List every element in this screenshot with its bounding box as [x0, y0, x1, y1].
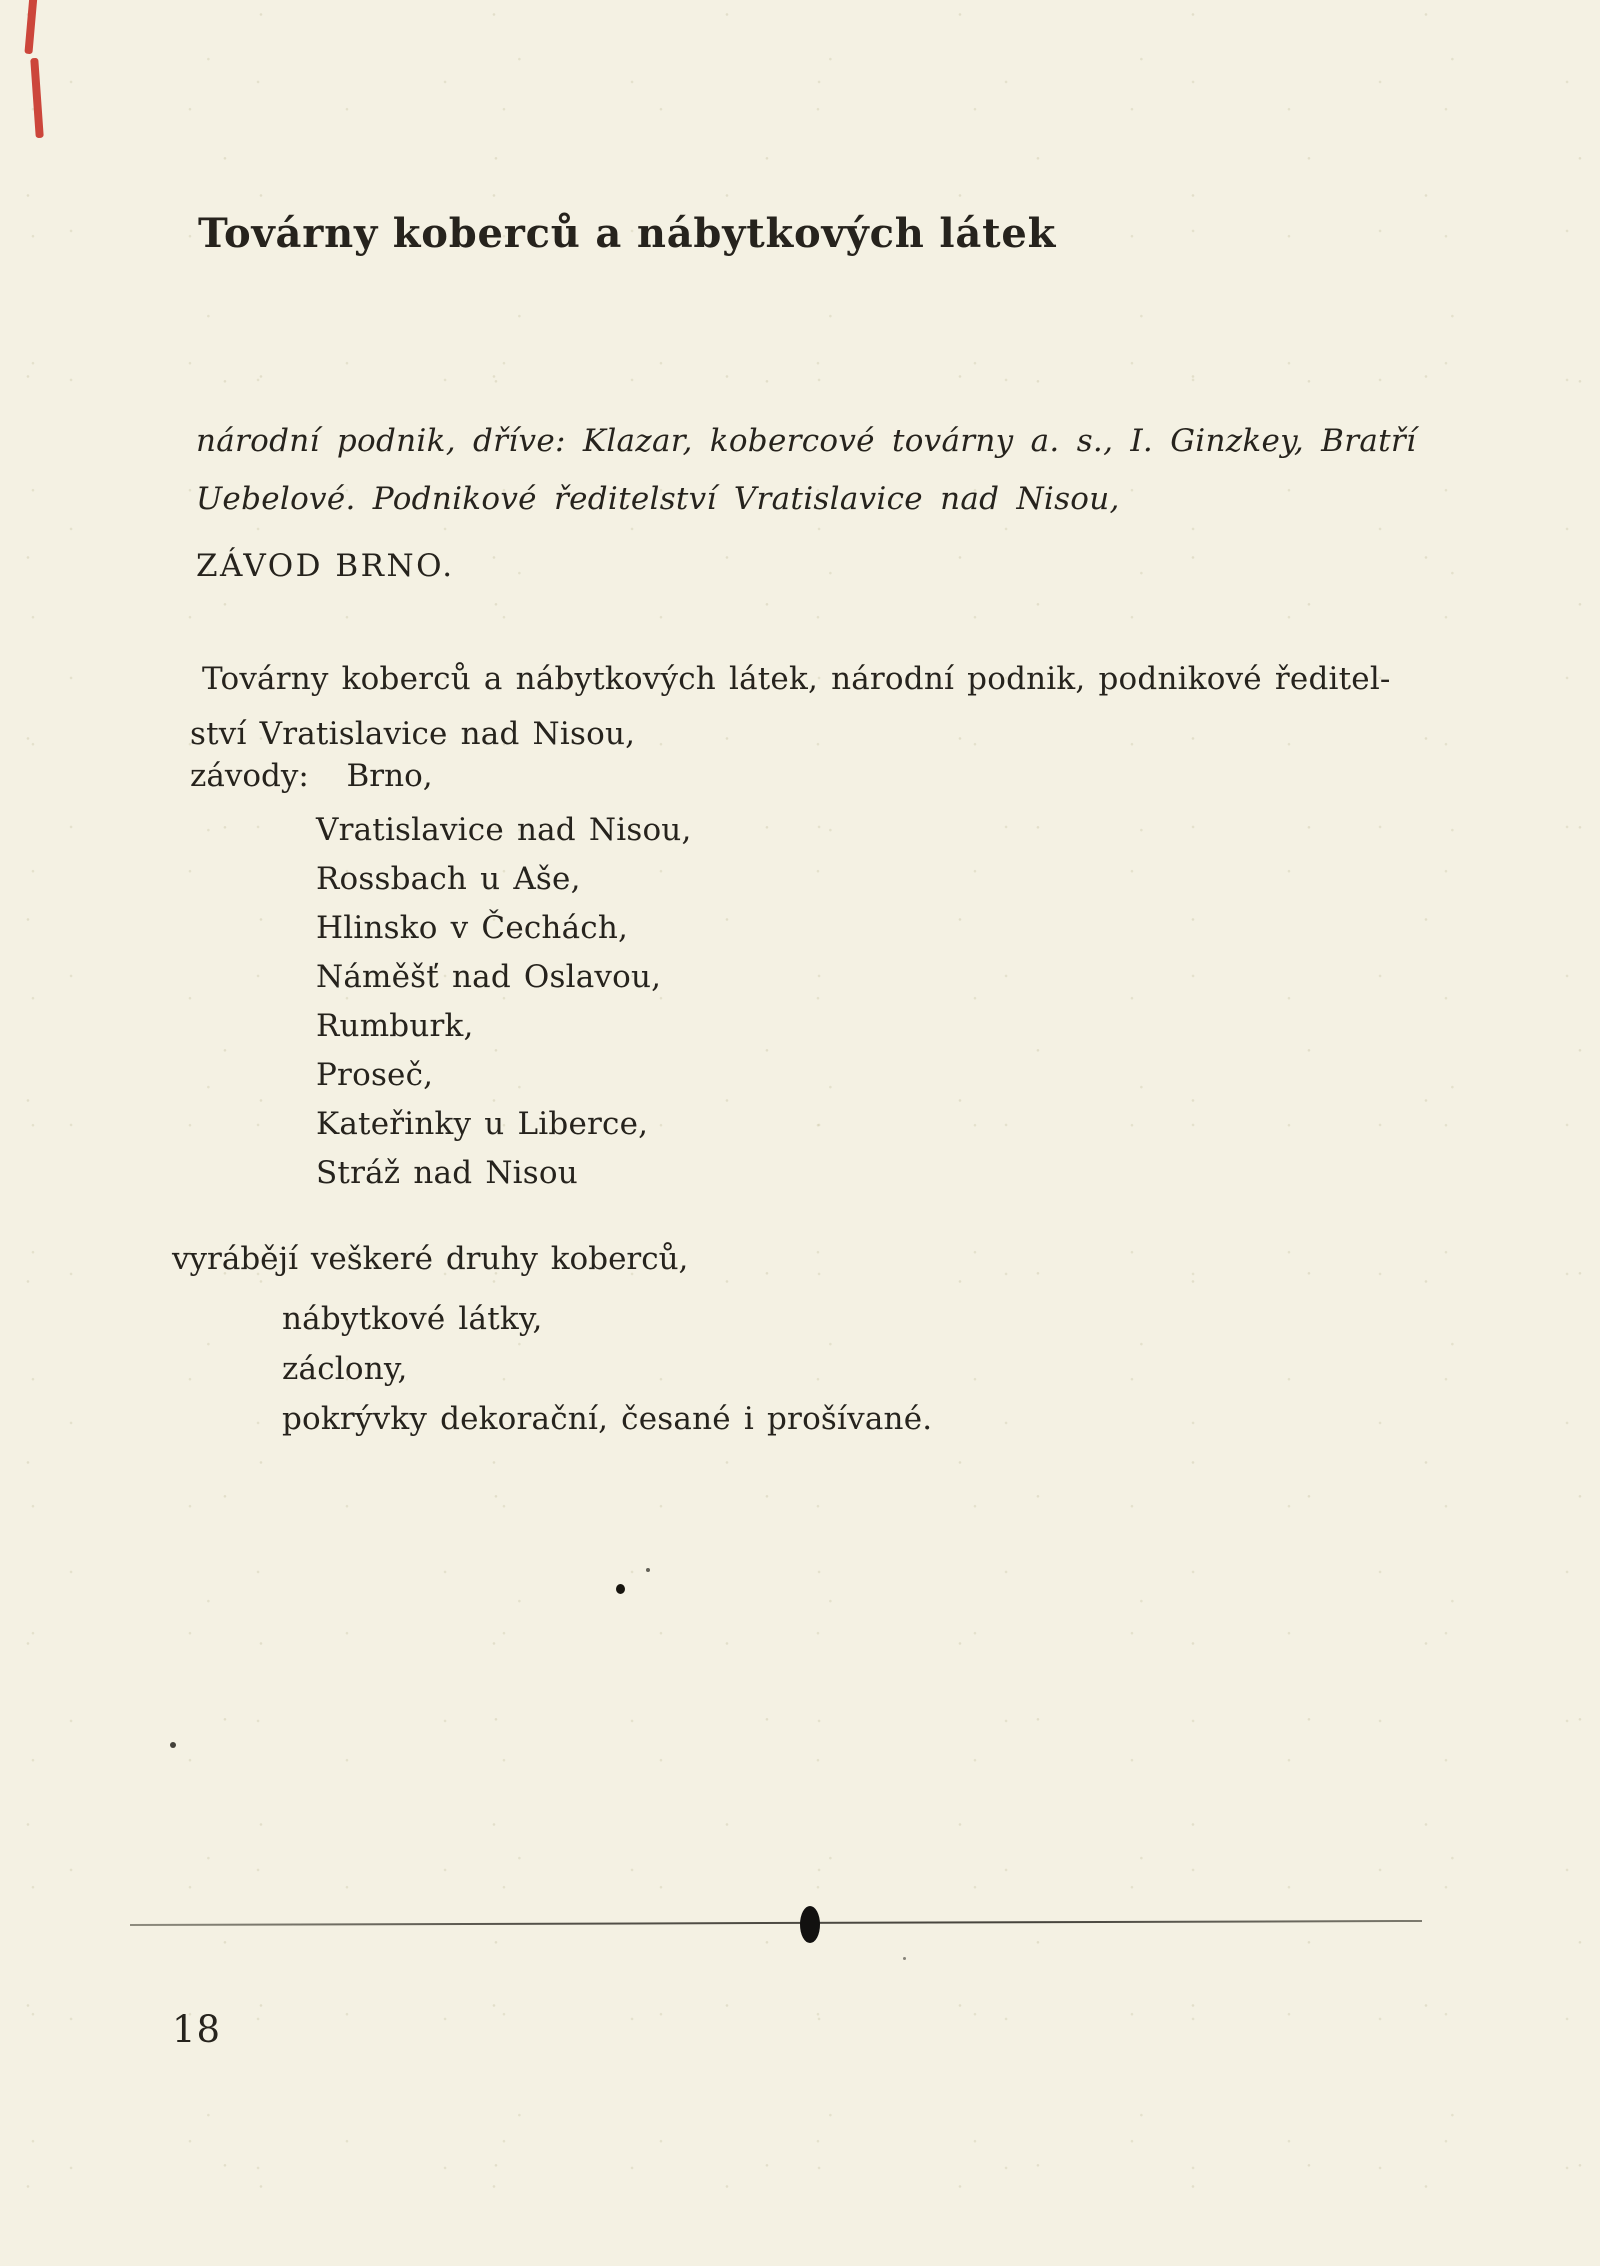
plants-list — [316, 806, 692, 1198]
ink-speck — [646, 1568, 650, 1572]
plant-item: Náměšť nad Oslavou, — [316, 959, 662, 995]
plant-item: Rossbach u Aše, — [316, 861, 581, 897]
body-paragraph — [190, 652, 1391, 762]
red-pen-mark-lower — [30, 58, 44, 138]
plant-item-brno: Brno, — [346, 758, 433, 794]
ink-speck — [903, 1957, 906, 1960]
product-item: nábytkové látky, — [282, 1301, 543, 1337]
body-line-2: ství Vratislavice nad Nisou, — [190, 716, 636, 752]
plant-item: Stráž nad Nisou — [316, 1155, 578, 1191]
section-heading: ZÁVOD BRNO. — [196, 548, 455, 584]
product-item: pokrývky dekorační, česané i prošívané. — [282, 1401, 933, 1437]
products-list — [282, 1294, 932, 1444]
products-intro: vyrábějí veškeré druhy koberců, — [172, 1241, 689, 1277]
plants-label: závody: — [190, 758, 309, 794]
plant-item: Proseč, — [316, 1057, 434, 1093]
ink-speck — [170, 1742, 176, 1748]
red-pen-mark-top — [24, 0, 37, 54]
footer-rule — [130, 1920, 1422, 1926]
subtitle-line-2: Uebelové. Podnikové ředitelství Vratislavice nad Nisou, — [196, 481, 1120, 517]
plant-item: Kateřinky u Liberce, — [316, 1106, 649, 1142]
subtitle-line-1: národní podnik, dříve: Klazar, kobercové továrny a. s., I. Ginzkey, Bratří — [196, 423, 1417, 459]
page-title: Továrny koberců a nábytkových látek — [198, 210, 1057, 257]
product-item: záclony, — [282, 1351, 408, 1387]
plant-item: Vratislavice nad Nisou, — [316, 812, 692, 848]
body-line-1: Továrny koberců a nábytkových látek, národní podnik, podnikové ředitel- — [202, 661, 1391, 697]
plant-item: Rumburk, — [316, 1008, 474, 1044]
footer-dot — [800, 1906, 820, 1943]
plants-lead-line — [190, 758, 433, 794]
page-number: 18 — [172, 2008, 222, 2051]
plant-item: Hlinsko v Čechách, — [316, 910, 629, 946]
company-subtitle — [196, 412, 1416, 528]
ink-speck — [616, 1584, 625, 1594]
